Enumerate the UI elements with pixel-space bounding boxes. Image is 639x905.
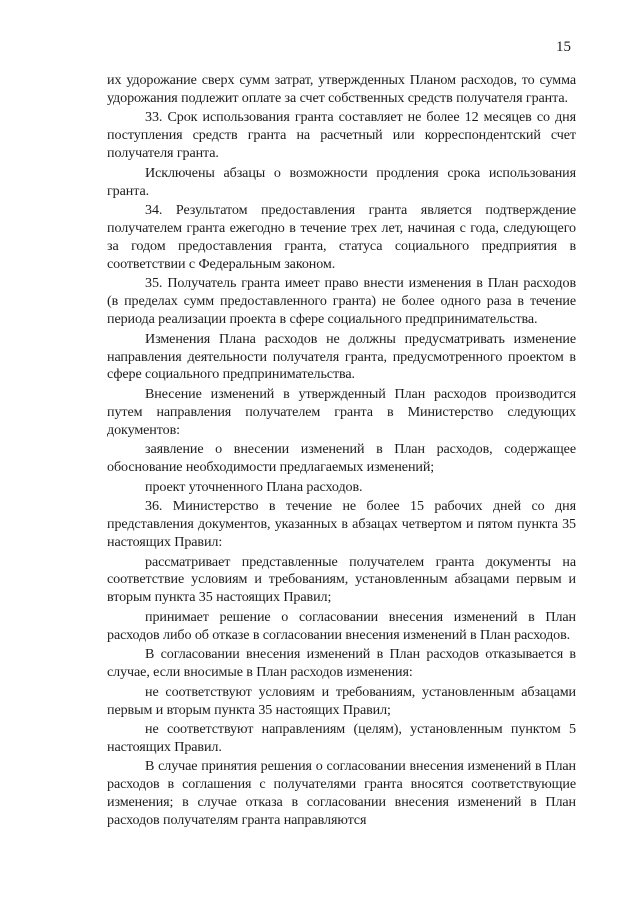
paragraph-36: 36. Министерство в течение не более 15 рабочих дней со дня представления документов, указанных в абзацах четвертом и пятом пункта 35 настоящих Правил: <box>107 498 576 550</box>
page-number: 15 <box>556 39 571 55</box>
paragraph-application: заявление о внесении изменений в План расходов, содержащее обоснование необходимости предлагаемых изменений; <box>107 441 576 476</box>
paragraph-approval-case: В случае принятия решения о согласовании внесения изменений в План расходов в соглашения с получателями гранта вносятся соответствующие изменения; в случае отказа в согласовании внесения изменений в План расходов получателям гранта направляются <box>107 758 576 829</box>
paragraph-refusal: В согласовании внесения изменений в План расходов отказывается в случае, если вносимые в План расходов изменения: <box>107 646 576 681</box>
paragraph-not-compliant-directions: не соответствуют направлениям (целям), установленным пунктом 5 настоящих Правил. <box>107 721 576 755</box>
paragraph-draft-plan: проект уточненного Плана расходов. <box>145 478 363 495</box>
paragraph-reviews: рассматривает представленные получателем гранта документы на соответствие условиям и требованиям, установленным абзацами первым и вторым пункта 35 настоящих Правил; <box>107 553 576 606</box>
paragraph-making-changes: Внесение изменений в утвержденный План расходов производится путем направления получателем гранта в Министерство следующих документов: <box>107 385 576 438</box>
paragraph-excluded-paragraphs: Исключены абзацы о возможности продления срока использования гранта. <box>107 164 576 199</box>
paragraph-continuation: их удорожание сверх сумм затрат, утвержденных Планом расходов, то сумма удорожания подлежит оплате за счет собственных средств получателя гранта. <box>107 72 576 106</box>
paragraph-not-compliant-conditions: не соответствуют условиям и требованиям, установленным абзацами первым и вторым пункта 35 настоящих Правил; <box>107 683 576 718</box>
paragraph-35: 35. Получатель гранта имеет право внести изменения в План расходов (в пределах сумм предоставленного гранта) не более одного раза в течение периода реализации проекта в сфере социального предпринимательства. <box>107 275 576 328</box>
paragraph-plan-changes: Изменения Плана расходов не должны предусматривать изменение направления деятельности получателя гранта, предусмотренного проектом в сфере социального предпринимательства. <box>107 330 576 383</box>
paragraph-33: 33. Срок использования гранта составляет не более 12 месяцев со дня поступления средств гранта на расчетный или корреспондентский счет получателя гранта. <box>107 109 576 162</box>
paragraph-decides: принимает решение о согласовании внесения изменений в План расходов либо об отказе в согласовании внесения изменений в План расходов. <box>107 608 576 643</box>
paragraph-34: 34. Результатом предоставления гранта является подтверждение получателем гранта ежегодно в течение трех лет, начиная с года, следующего за годом предоставления гранта, статуса социального предприятия в соответствии с Федеральным законом. <box>107 202 576 272</box>
document-body <box>107 72 576 832</box>
